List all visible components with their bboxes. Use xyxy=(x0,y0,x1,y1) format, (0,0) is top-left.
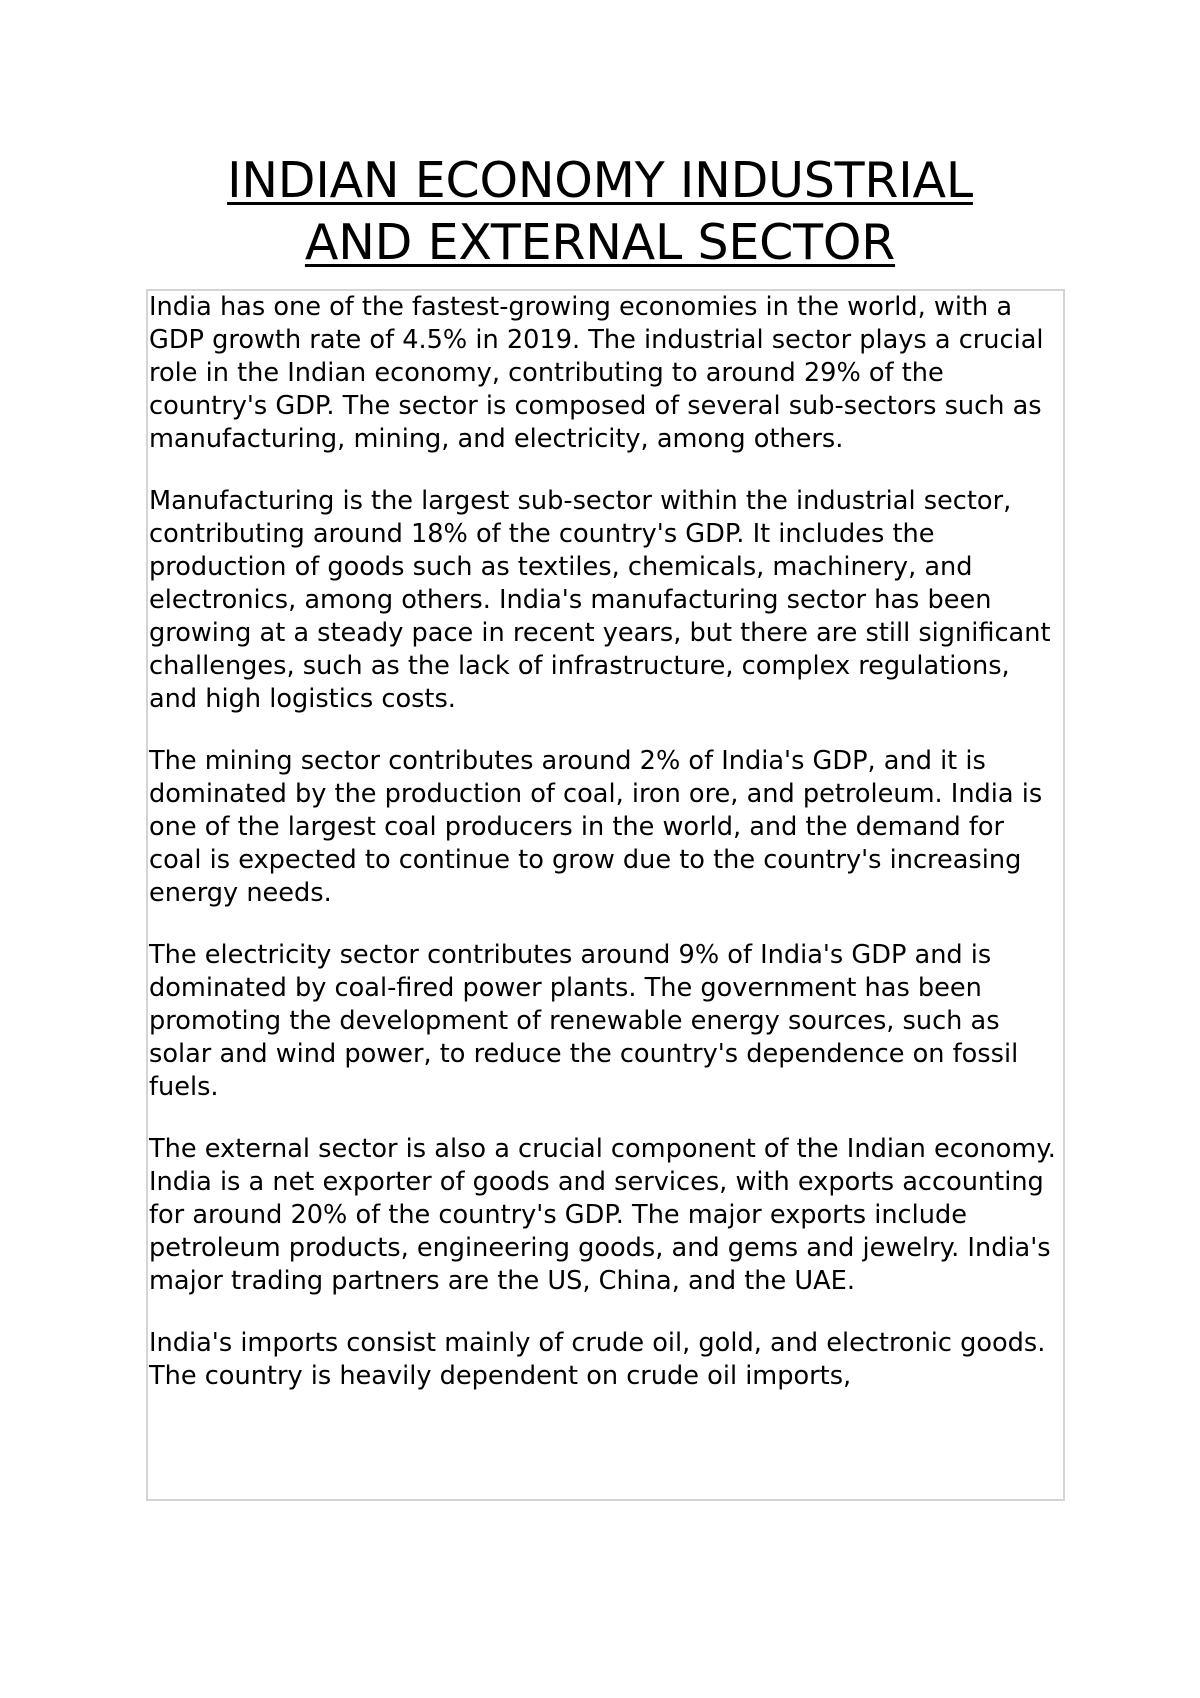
paragraph-manufacturing: Manufacturing is the largest sub-sector within the industrial sector, contributing around 18% of the country's GDP. It includes the production of goods such as textiles, chemicals, machinery, and electronics, among others. India's manufacturing sector has been growing at a steady pace in recent years, but there are still significant challenges, such as the lack of infrastructure, complex regulations, and high logistics costs. xyxy=(149,486,1051,714)
page-title xyxy=(100,150,1100,274)
paragraph-mining: The mining sector contributes around 2% of India's GDP, and it is dominated by the production of coal, iron ore, and petroleum. India is one of the largest coal producers in the world, and the demand for coal is expected to continue to grow due to the country's increasing energy needs. xyxy=(149,746,1043,908)
paragraph-gdp-overview: India has one of the fastest-growing economies in the world, with a GDP growth rate of 4.5% in 2019. The industrial sector plays a crucial role in the Indian economy, contributing to around 29% of the country's GDP. The sector is composed of several sub-sectors such as manufacturing, mining, and electricity, among others. xyxy=(149,292,1044,454)
page-title-line-1: INDIAN ECONOMY INDUSTRIAL xyxy=(227,152,973,209)
paragraph-external-sector: The external sector is also a crucial component of the Indian economy. India is a net exporter of goods and services, with exports accounting for around 20% of the country's GDP. The major exports include petroleum products, engineering goods, and gems and jewelry. India's major trading partners are the US, China, and the UAE. xyxy=(149,1134,1056,1296)
paragraph-electricity: The electricity sector contributes around 9% of India's GDP and is dominated by coal-fired power plants. The government has been promoting the development of renewable energy sources, such as solar and wind power, to reduce the country's dependence on fossil fuels. xyxy=(149,940,1019,1102)
paragraph-imports: India's imports consist mainly of crude oil, gold, and electronic goods. The country is heavily dependent on crude oil imports, xyxy=(149,1328,1046,1391)
page-title-line-2: AND EXTERNAL SECTOR xyxy=(304,214,896,271)
body-text-box xyxy=(146,289,1065,1501)
